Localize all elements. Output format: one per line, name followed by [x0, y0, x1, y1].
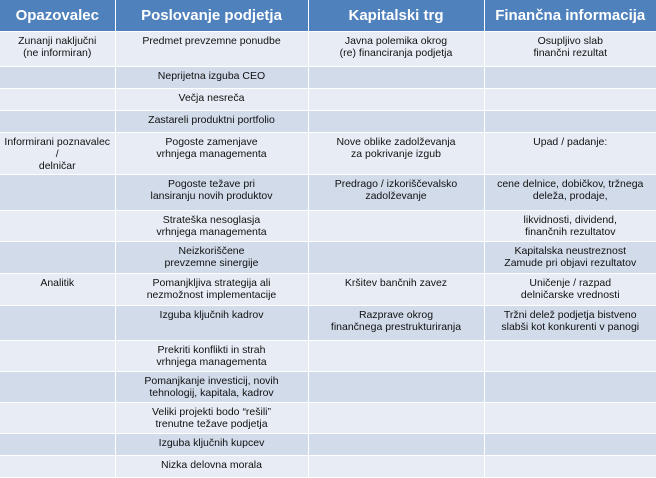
cell-financial-info — [484, 372, 656, 403]
table-row — [0, 133, 656, 175]
header-row — [0, 0, 656, 32]
cell-observer — [0, 67, 115, 89]
cell-capital-market — [308, 372, 484, 403]
table-row — [0, 306, 656, 341]
table-row — [0, 89, 656, 111]
cell-business: Zastareli produktni portfolio — [115, 111, 308, 133]
cell-observer: Analitik — [0, 274, 115, 306]
cell-capital-market — [308, 341, 484, 372]
table-row — [0, 32, 656, 67]
cell-business: Strateška nesoglasja vrhnjega managementa — [115, 211, 308, 242]
table-row — [0, 434, 656, 456]
table-row — [0, 242, 656, 274]
cell-observer — [0, 434, 115, 456]
cell-capital-market — [308, 403, 484, 434]
cell-financial-info: Uničenje / razpad delničarske vrednosti — [484, 274, 656, 306]
header-financial-info: Finančna informacija — [484, 0, 656, 32]
table-row — [0, 274, 656, 306]
table-row — [0, 403, 656, 434]
cell-observer: Zunanji naključni (ne informiran) — [0, 32, 115, 67]
cell-capital-market — [308, 434, 484, 456]
cell-observer: Informirani poznavalec / delničar — [0, 133, 115, 175]
cell-capital-market — [308, 211, 484, 242]
cell-financial-info: Tržni delež podjetja bistveno slabši kot konkurenti v panogi — [484, 306, 656, 341]
cell-observer — [0, 89, 115, 111]
cell-observer — [0, 341, 115, 372]
cell-capital-market — [308, 456, 484, 478]
cell-capital-market: Kršitev bančnih zavez — [308, 274, 484, 306]
cell-business: Nizka delovna morala — [115, 456, 308, 478]
table-row — [0, 341, 656, 372]
cell-observer — [0, 456, 115, 478]
header-business: Poslovanje podjetja — [115, 0, 308, 32]
cell-financial-info — [484, 341, 656, 372]
header-observer: Opazovalec — [0, 0, 115, 32]
cell-business: Večja nesreča — [115, 89, 308, 111]
cell-financial-info: Osupljivo slab finančni rezultat — [484, 32, 656, 67]
cell-business: Pomanjkanje investicij, novih tehnologij, kapitala, kadrov — [115, 372, 308, 403]
cell-financial-info — [484, 89, 656, 111]
cell-business: Izguba ključnih kupcev — [115, 434, 308, 456]
cell-financial-info: likvidnosti, dividend, finančnih rezultatov — [484, 211, 656, 242]
cell-financial-info — [484, 111, 656, 133]
cell-capital-market — [308, 111, 484, 133]
cell-capital-market: Javna polemika okrog (re) financiranja podjetja — [308, 32, 484, 67]
cell-financial-info: Kapitalska neustreznost Zamude pri objavi rezultatov — [484, 242, 656, 274]
table-row — [0, 372, 656, 403]
table-row — [0, 456, 656, 478]
cell-financial-info — [484, 67, 656, 89]
cell-observer — [0, 111, 115, 133]
cell-observer — [0, 242, 115, 274]
table-row — [0, 211, 656, 242]
cell-capital-market — [308, 242, 484, 274]
cell-observer — [0, 403, 115, 434]
cell-financial-info: cene delnice, dobičkov, tržnega deleža, prodaje, — [484, 175, 656, 211]
cell-financial-info — [484, 403, 656, 434]
header-capital-market: Kapitalski trg — [308, 0, 484, 32]
cell-financial-info — [484, 456, 656, 478]
cell-business: Pogoste zamenjave vrhnjega managementa — [115, 133, 308, 175]
cell-business: Neizkoriščene prevzemne sinergije — [115, 242, 308, 274]
table-row — [0, 67, 656, 89]
cell-observer — [0, 306, 115, 341]
cell-observer — [0, 211, 115, 242]
cell-business: Izguba ključnih kadrov — [115, 306, 308, 341]
cell-financial-info — [484, 434, 656, 456]
cell-business: Neprijetna izguba CEO — [115, 67, 308, 89]
cell-financial-info: Upad / padanje: — [484, 133, 656, 175]
cell-business: Pogoste težave pri lansiranju novih produktov — [115, 175, 308, 211]
table-row — [0, 111, 656, 133]
cell-capital-market — [308, 67, 484, 89]
cell-observer — [0, 372, 115, 403]
cell-business: Pomanjkljiva strategija ali nezmožnost implementacije — [115, 274, 308, 306]
cell-observer — [0, 175, 115, 211]
cell-business: Veliki projekti bodo “rešili” trenutne težave podjetja — [115, 403, 308, 434]
cell-capital-market: Nove oblike zadolževanja za pokrivanje izgub — [308, 133, 484, 175]
table-row — [0, 175, 656, 211]
cell-business: Prekriti konflikti in strah vrhnjega managementa — [115, 341, 308, 372]
cell-business: Predmet prevzemne ponudbe — [115, 32, 308, 67]
cell-capital-market — [308, 89, 484, 111]
cell-capital-market: Predrago / izkoriščevalsko zadolževanje — [308, 175, 484, 211]
cell-capital-market: Razprave okrog finančnega prestrukturiranja — [308, 306, 484, 341]
